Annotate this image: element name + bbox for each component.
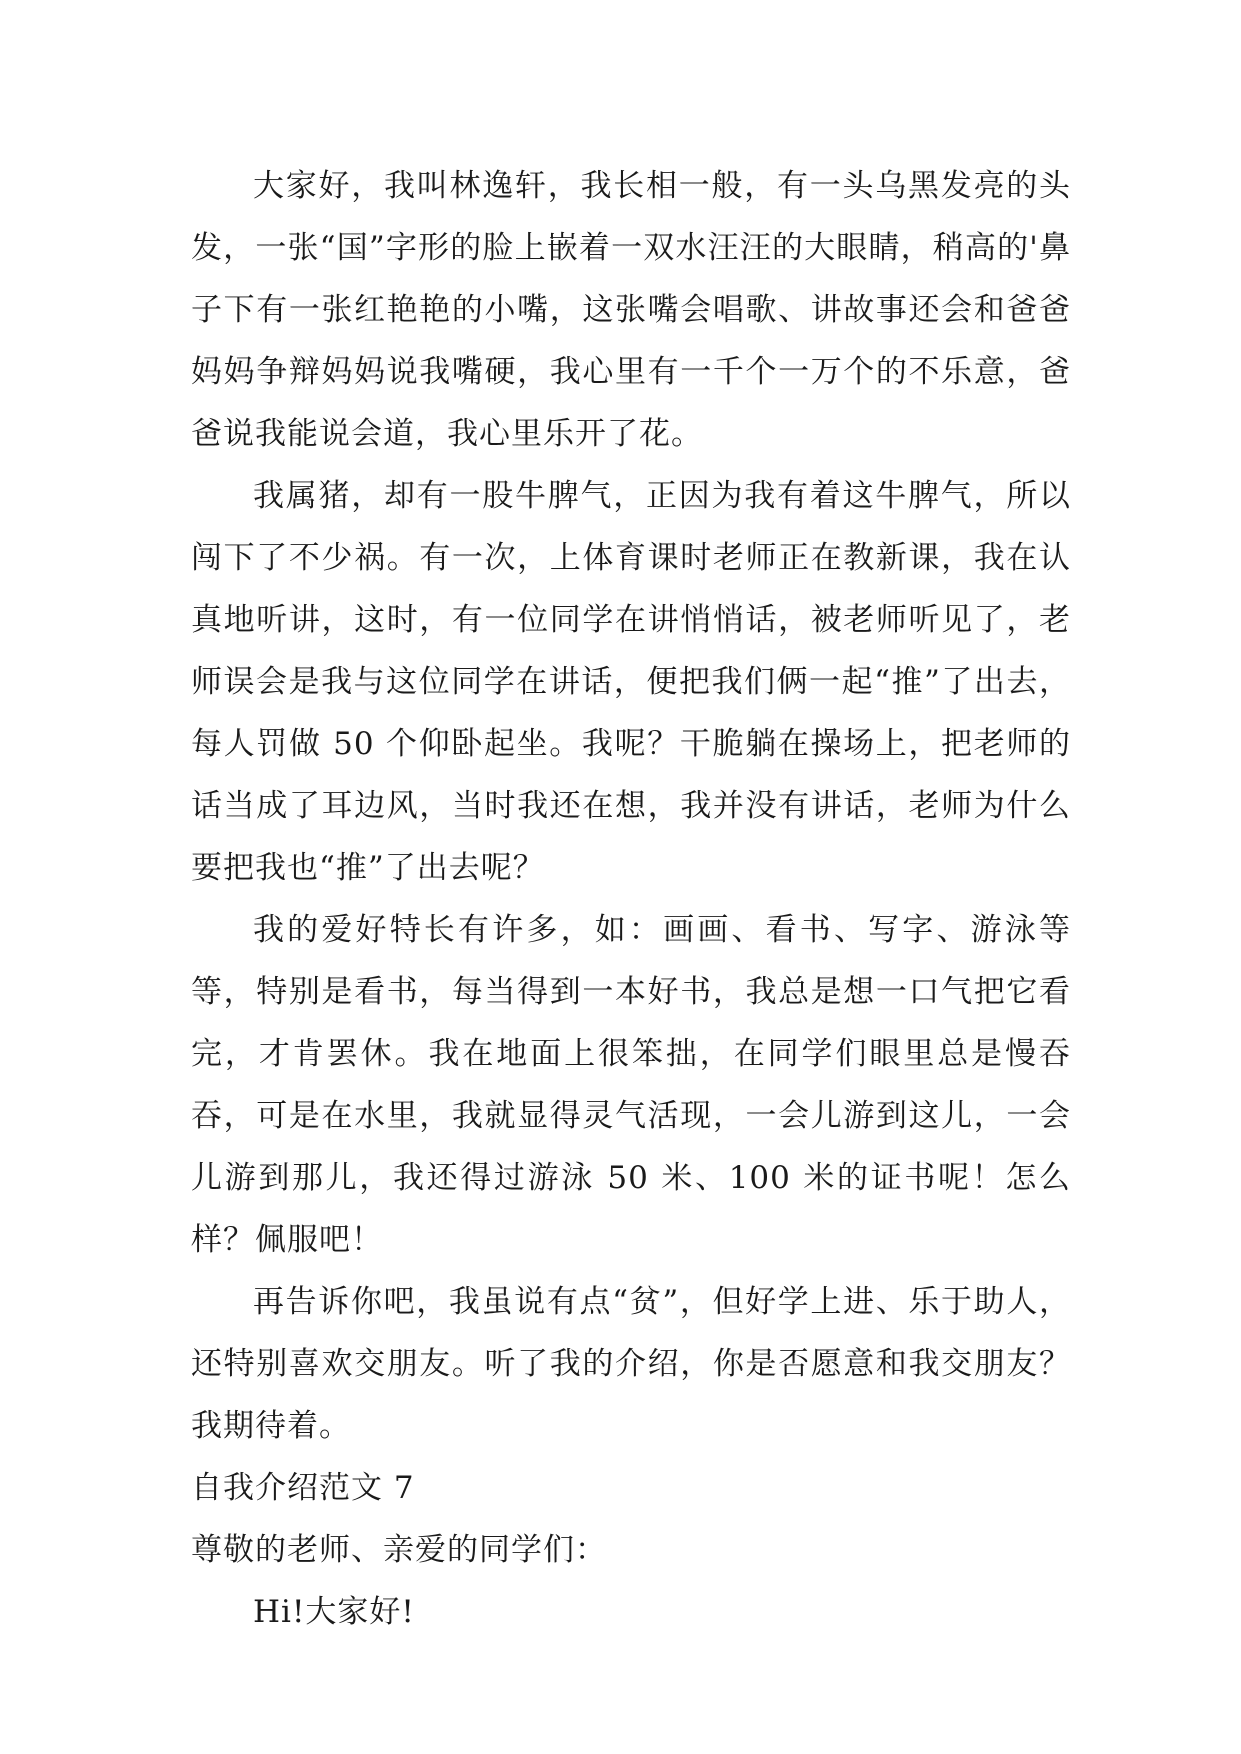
paragraph-3: 我的爱好特长有许多，如：画画、看书、写字、游泳等等，特别是看书，每当得到一本好书，我总是想一口气把它看完，才肯罢休。我在地面上很笨拙，在同学们眼里总是慢吞吞，可是在水里，我就显得灵气活现，一会儿游到这儿，一会儿游到那儿，我还得过游泳 50 米、100 米的证书呢！怎么样？佩服吧！ (191, 912, 1071, 1258)
greeting: Hi!大家好! (253, 1594, 415, 1630)
document-body (191, 155, 1071, 1643)
paragraph-1: 大家好，我叫林逸轩，我长相一般，有一头乌黑发亮的头发，一张“国”字形的脸上嵌着一双水汪汪的大眼睛，稍高的'鼻子下有一张红艳艳的小嘴，这张嘴会唱歌、讲故事还会和爸爸妈妈争辩妈妈说我嘴硬，我心里有一千个一万个的不乐意，爸爸说我能说会道，我心里乐开了花。 (191, 168, 1071, 452)
paragraph-2: 我属猪，却有一股牛脾气，正因为我有着这牛脾气，所以闯下了不少祸。有一次，上体育课时老师正在教新课，我在认真地听讲，这时，有一位同学在讲悄悄话，被老师听见了，老师误会是我与这位同学在讲话，便把我们俩一起“推”了出去，每人罚做 50 个仰卧起坐。我呢？干脆躺在操场上，把老师的话当成了耳边风，当时我还在想，我并没有讲话，老师为什么要把我也“推”了出去呢？ (191, 478, 1071, 886)
salutation: 尊敬的老师、亲爱的同学们： (191, 1532, 607, 1568)
section-heading: 自我介绍范文 7 (191, 1470, 415, 1506)
paragraph-4: 再告诉你吧，我虽说有点“贫”，但好学上进、乐于助人，还特别喜欢交朋友。听了我的介绍，你是否愿意和我交朋友？我期待着。 (191, 1284, 1071, 1444)
